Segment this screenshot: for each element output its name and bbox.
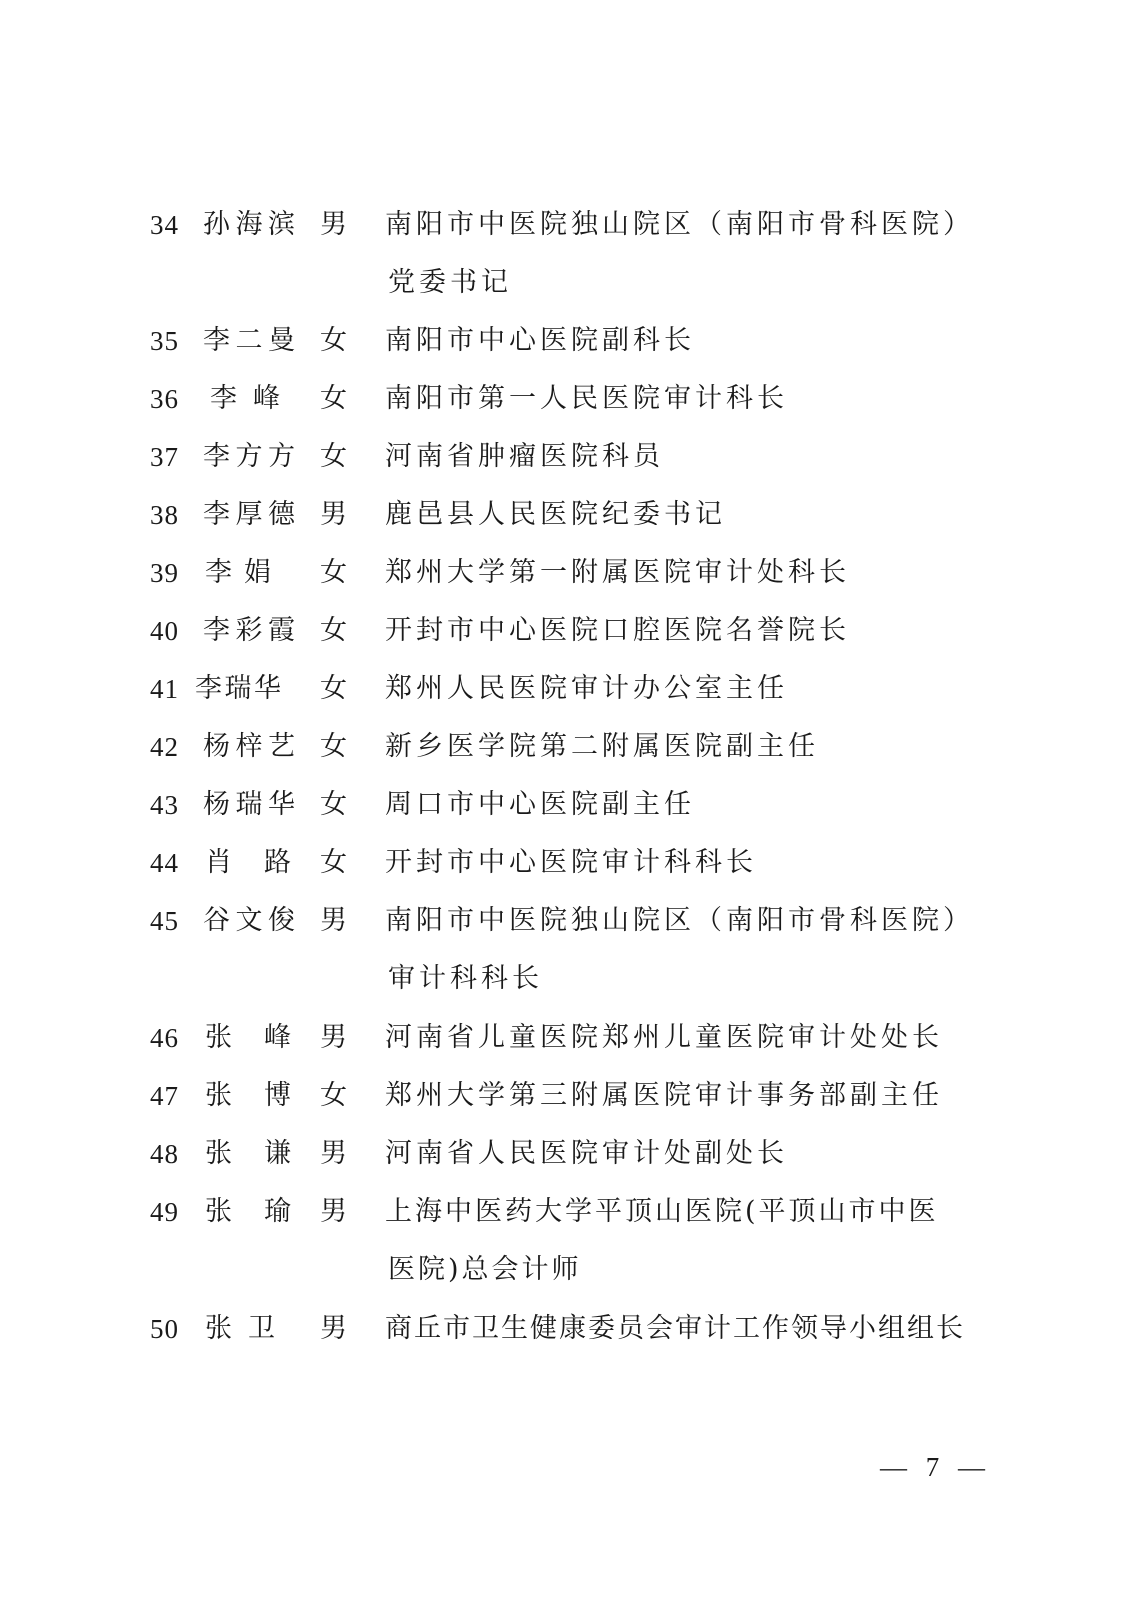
person-name: 李 方 方 (203, 441, 295, 472)
gender: 女 (320, 441, 347, 472)
entry-number: 42 (150, 732, 179, 762)
organization: 河南省人民医院审计处副处长 (385, 1138, 788, 1169)
entry-number: 49 (150, 1197, 179, 1227)
person-name: 肖 路 (205, 847, 291, 878)
person-name: 李 二 曼 (203, 325, 295, 356)
organization-continued: 医院)总会计师 (388, 1254, 582, 1285)
organization: 郑州人民医院审计办公室主任 (385, 673, 788, 704)
person-name: 李 娟 (205, 557, 271, 588)
person-name: 张 博 (205, 1080, 291, 1111)
gender: 女 (320, 1080, 347, 1111)
organization: 南阳市中心医院副科长 (385, 325, 695, 356)
person-name: 谷 文 俊 (203, 905, 295, 936)
gender: 男 (320, 499, 347, 530)
organization: 新乡医学院第二附属医院副主任 (385, 731, 819, 762)
entry-number: 45 (150, 906, 179, 936)
gender: 男 (320, 1022, 347, 1053)
person-name: 杨 梓 艺 (203, 731, 295, 762)
person-name: 张 瑜 (205, 1196, 291, 1227)
entry-number: 43 (150, 790, 179, 820)
organization: 上海中医药大学平顶山医院(平顶山市中医 (385, 1196, 939, 1227)
entry-number: 35 (150, 326, 179, 356)
organization: 郑州大学第一附属医院审计处科长 (385, 557, 850, 588)
person-name: 李 峰 (210, 383, 280, 414)
entry-number: 37 (150, 442, 179, 472)
person-name: 李 厚 德 (203, 499, 295, 530)
entry-number: 50 (150, 1314, 179, 1344)
gender: 男 (320, 209, 347, 240)
organization: 郑州大学第三附属医院审计事务部副主任 (385, 1080, 943, 1111)
entry-number: 41 (150, 674, 179, 704)
organization: 河南省儿童医院郑州儿童医院审计处处长 (385, 1022, 943, 1053)
person-name: 李 瑞 华 (195, 673, 281, 704)
gender: 女 (320, 325, 347, 356)
organization: 南阳市中医院独山院区（南阳市骨科医院） (385, 905, 974, 936)
gender: 男 (320, 1196, 347, 1227)
organization: 河南省肿瘤医院科员 (385, 441, 664, 472)
gender: 女 (320, 615, 347, 646)
organization: 商丘市卫生健康委员会审计工作领导小组组长 (385, 1313, 965, 1344)
gender: 女 (320, 673, 347, 704)
entry-number: 34 (150, 210, 179, 240)
entry-number: 48 (150, 1139, 179, 1169)
organization: 南阳市第一人民医院审计科长 (385, 383, 788, 414)
gender: 男 (320, 905, 347, 936)
person-name: 孙 海 滨 (203, 209, 295, 240)
organization-continued: 审计科科长 (388, 963, 543, 994)
person-name: 杨 瑞 华 (203, 789, 295, 820)
person-name: 张 峰 (205, 1022, 291, 1053)
gender: 女 (320, 847, 347, 878)
person-name: 李 彩 霞 (203, 615, 295, 646)
gender: 女 (320, 789, 347, 820)
organization: 开封市中心医院口腔医院名誉院长 (385, 615, 850, 646)
gender: 男 (320, 1138, 347, 1169)
organization: 南阳市中医院独山院区（南阳市骨科医院） (385, 209, 974, 240)
page-number: — 7 — (880, 1452, 991, 1482)
entry-number: 44 (150, 848, 179, 878)
gender: 女 (320, 731, 347, 762)
gender: 女 (320, 557, 347, 588)
gender: 男 (320, 1313, 347, 1344)
organization-continued: 党委书记 (388, 267, 512, 298)
person-name: 张 卫 (205, 1313, 275, 1344)
gender: 女 (320, 383, 347, 414)
entry-number: 47 (150, 1081, 179, 1111)
person-name: 张 谦 (205, 1138, 291, 1169)
organization: 鹿邑县人民医院纪委书记 (385, 499, 726, 530)
entry-number: 36 (150, 384, 179, 414)
entry-number: 46 (150, 1023, 179, 1053)
entry-number: 39 (150, 558, 179, 588)
entry-number: 40 (150, 616, 179, 646)
organization: 周口市中心医院副主任 (385, 789, 695, 820)
organization: 开封市中心医院审计科科长 (385, 847, 757, 878)
entry-number: 38 (150, 500, 179, 530)
